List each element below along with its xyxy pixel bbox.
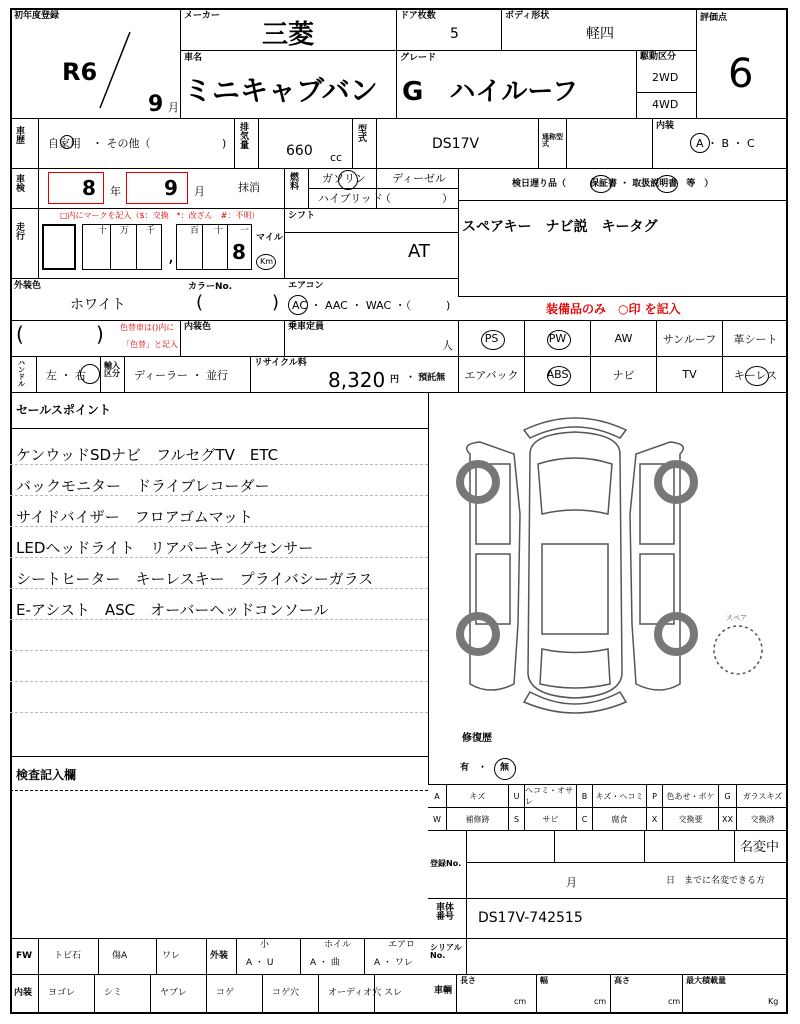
km-label: Km <box>260 257 274 266</box>
ext-group-values: A ・ U <box>246 958 274 968</box>
bottom-divider <box>262 974 263 1014</box>
dim-divider <box>682 974 683 1014</box>
ext-group-values: A ・ 曲 <box>310 958 340 968</box>
color-no-label: カラーNo. <box>188 282 233 292</box>
exterior-color-value: ホワイト <box>70 297 126 313</box>
inspection-year: 8 <box>82 176 96 200</box>
exterior-color-label: 外装色 <box>14 281 42 291</box>
inspection-year-unit: 年 <box>110 185 121 198</box>
equipment-label: ABS <box>546 368 569 381</box>
doors-label: ドア枚数 <box>400 11 436 21</box>
repair-yes: 有 <box>460 763 470 773</box>
shift-value: AT <box>408 241 430 262</box>
interior-a-circle <box>690 133 710 153</box>
legend-cell: B <box>576 784 592 807</box>
legend-cell: ヘコミ・オサレ <box>524 784 576 807</box>
recycle-label: リサイクル料 <box>254 358 307 368</box>
repair-label: 修復歴 <box>462 733 492 744</box>
recycle-value: 8,320 <box>328 368 386 392</box>
equipment-label: ナビ <box>612 368 635 382</box>
maker-value: 三菱 <box>262 20 315 50</box>
ac-circle <box>288 295 308 315</box>
bottom-divider <box>374 974 375 1014</box>
legend-cell: キズ <box>446 784 508 807</box>
legend-cell: A <box>428 784 446 807</box>
mileage-mark-box <box>42 224 76 270</box>
sales-rule <box>10 681 428 682</box>
sales-point-line: バックモニター ドライブレコーダー <box>16 477 270 495</box>
history-value: 自家用 ・ その他（ <box>48 137 151 150</box>
equipment-cell <box>458 356 524 392</box>
repair-dot: ・ <box>478 763 488 773</box>
drive-4wd: 4WD <box>652 98 679 111</box>
reg-slash <box>96 30 136 110</box>
equipment-label: PS <box>484 332 499 345</box>
digit-unit-6: 一 <box>240 226 250 236</box>
sales-point-line: E-アシスト ASC オーバーヘッドコンソール <box>16 601 329 619</box>
equipment-note: 装備品のみ ○印 を記入 <box>546 302 681 316</box>
wheel-right-rear <box>658 464 694 500</box>
equipment-mark-circle <box>547 366 571 386</box>
color-change-close: ) <box>96 322 104 346</box>
body-label: ボディ形状 <box>505 11 550 21</box>
bottom-divider <box>364 938 365 974</box>
equipment-label: 革シート <box>733 332 778 346</box>
equipment-label: エアバック <box>464 368 519 382</box>
sales-point-line: LEDヘッドライト リアパーキングセンサー <box>16 539 314 557</box>
interior-item: ヨゴレ <box>48 988 76 998</box>
ext-group-title: 小 <box>260 940 270 950</box>
ac-label: エアコン <box>288 281 324 291</box>
common-type-label: 通称型式 <box>542 133 563 148</box>
wheel-left-front <box>460 616 496 652</box>
equipment-mark-circle <box>481 330 505 350</box>
inspection-notes-label: 検査記入欄 <box>16 768 77 782</box>
vehicle-no-value: DS17V-742515 <box>478 910 583 926</box>
spare-tire <box>714 626 762 674</box>
recycle-deposit: ・ 預託無 <box>406 373 446 383</box>
interior-item: スレ <box>384 988 403 998</box>
ac-value: AC ・ AAC ・ WAC ・（ <box>292 299 412 312</box>
model-type-label: 型式 <box>358 125 368 144</box>
fuel-other-close: ） <box>442 192 453 205</box>
equipment-cell <box>656 320 722 356</box>
import-label: 輸入区分 <box>104 361 120 378</box>
sales-point-line: ケンウッドSDナビ フルセグTV ETC <box>16 446 279 464</box>
bottom-divider <box>300 938 301 974</box>
equipment-label: キーレス <box>733 368 778 382</box>
repair-no-circle <box>494 758 516 780</box>
inspection-month-box <box>126 172 188 204</box>
equipment-mark-circle <box>547 330 571 350</box>
fuel-diesel: ディーゼル <box>392 172 446 185</box>
interior-item: シミ <box>104 988 123 998</box>
bottom-divider <box>98 938 99 974</box>
maker-label: メーカー <box>184 11 220 21</box>
shift-label: シフト <box>288 211 316 221</box>
bottom-divider <box>236 938 237 974</box>
sales-rule <box>10 619 428 620</box>
grade-value: G ハイルーフ <box>402 77 579 107</box>
car-damage-diagram <box>430 394 786 784</box>
color-change-open: ( <box>16 322 24 346</box>
score-label: 評価点 <box>700 13 728 23</box>
bottom-divider <box>206 938 207 974</box>
bottom-divider <box>150 974 151 1014</box>
drive-label: 駆動区分 <box>640 52 677 62</box>
sales-rule <box>10 495 428 496</box>
model-type-value: DS17V <box>432 136 480 152</box>
dim-label: 高さ <box>614 976 630 985</box>
legend-cell: XX <box>718 807 736 830</box>
color-no-close: ) <box>272 292 280 313</box>
interior-item: コゲ <box>216 988 235 998</box>
bottom-divider <box>156 938 157 974</box>
wheel-left-rear <box>460 464 496 500</box>
name-change-label: 名変中 <box>740 840 780 855</box>
car-name-value: ミニキャブバン <box>184 74 378 107</box>
legend-cell: S <box>508 807 524 830</box>
legend-cell: W <box>428 807 446 830</box>
fw-item: 傷A <box>112 951 128 961</box>
legend-cell: 色あせ・ボケ <box>662 784 718 807</box>
sales-rule <box>10 650 428 651</box>
interior-color-label: 内装色 <box>184 322 212 332</box>
displacement-label: 排気量 <box>240 123 250 151</box>
history-close: ) <box>222 137 227 150</box>
recycle-unit: 円 <box>390 375 400 385</box>
equipment-label: PW <box>548 332 567 345</box>
reg-month: 9 <box>148 92 164 117</box>
legend-cell: キズ・ヘコミ <box>592 784 646 807</box>
digit-unit-3: 千 <box>146 226 156 236</box>
capacity-label: 乗車定員 <box>288 322 325 332</box>
legend-cell: 交換要 <box>662 807 718 830</box>
repair-no: 無 <box>500 763 510 773</box>
grade-label: グレード <box>400 53 437 63</box>
fuel-hybrid: ハイブリッド <box>318 192 383 205</box>
interior-grades: A ・ B ・ C <box>696 137 755 150</box>
bottom-divider <box>318 974 319 1014</box>
registration-label: 登録No. <box>430 859 462 868</box>
digit-unit-5: 十 <box>214 226 224 236</box>
legend-cell: ガラスキズ <box>736 784 788 807</box>
docs-label: 検日遅り品（ <box>512 179 567 189</box>
mileage-comma: , <box>168 246 174 267</box>
equipment-cell <box>590 320 656 356</box>
legend-cell: C <box>576 807 592 830</box>
dim-label: 幅 <box>540 976 548 985</box>
interior-item: オーディオ穴 <box>328 988 382 998</box>
manual-circle <box>656 175 678 193</box>
sales-rule <box>10 557 428 558</box>
drive-2wd: 2WD <box>652 71 679 84</box>
fw-item: トビ石 <box>54 951 82 961</box>
interior-item: コゲ穴 <box>272 988 300 998</box>
legend-cell: 補修跡 <box>446 807 508 830</box>
score-value: 6 <box>728 51 754 97</box>
handle-label: ハンドル <box>18 359 25 388</box>
dim-unit: Kg <box>768 997 779 1006</box>
fuel-label: 燃料 <box>290 173 300 192</box>
reg-month-unit-2: 月 <box>566 876 577 889</box>
equipment-cell <box>656 356 722 392</box>
inspection-cancel: 抹消 <box>238 181 260 194</box>
bottom-divider <box>94 974 95 1014</box>
digit-unit-2: 万 <box>120 226 130 236</box>
dimensions-label: 車輌 <box>434 986 453 996</box>
equipment-mark-circle <box>745 366 769 386</box>
equipment-cell <box>722 320 788 356</box>
history-label: 車歴 <box>16 127 26 146</box>
docs-items: 保証書 ・ 取扱説明書 等 ） <box>590 179 714 189</box>
sales-rule <box>10 464 428 465</box>
features-text: スペアキー ナビ説 キータグ <box>462 219 658 235</box>
capacity-unit: 人 <box>442 339 453 352</box>
handle-value: 左 ・ 右 <box>46 369 86 382</box>
vehicle-no-label: 車体番号 <box>436 903 455 922</box>
interior-grade-label: 内装 <box>656 121 675 131</box>
km-circle <box>256 254 276 270</box>
doors-value: 5 <box>450 26 459 42</box>
dim-label: 長さ <box>460 976 476 985</box>
dim-unit: cm <box>594 997 607 1006</box>
inspection-month-unit: 月 <box>194 185 205 198</box>
exterior-label: 外装 <box>210 951 229 961</box>
fuel-other-open: （ <box>380 192 391 205</box>
mile-label: マイル <box>256 233 283 243</box>
fw-item: ワレ <box>162 951 181 961</box>
legend-cell: X <box>646 807 662 830</box>
dim-divider <box>456 974 457 1014</box>
legend-cell: U <box>508 784 524 807</box>
ext-group-title: ホイル <box>324 940 352 950</box>
interior-item: ヤブレ <box>160 988 187 998</box>
legend-cell: 交換済 <box>736 807 788 830</box>
right-hand-circle <box>80 364 100 384</box>
dim-unit: cm <box>514 997 527 1006</box>
reg-month-unit: 月 <box>168 101 179 114</box>
dim-divider <box>610 974 611 1014</box>
inspection-month: 9 <box>164 176 178 200</box>
color-change-note-2: 「色替」と記入 <box>122 340 178 349</box>
ext-group-values: A ・ ワレ <box>374 958 413 968</box>
digit-unit-1: 十 <box>98 226 108 236</box>
warranty-circle <box>590 175 612 193</box>
mileage-label: 走行 <box>16 223 26 242</box>
sales-point-line: シートヒーター キーレスキー プライバシーガラス <box>16 570 374 588</box>
color-no-open: ( <box>196 292 204 313</box>
dim-label: 最大積載量 <box>686 976 726 985</box>
dim-divider <box>536 974 537 1014</box>
wheel-right-front <box>658 616 694 652</box>
legend-cell: G <box>718 784 736 807</box>
interior-label: 内装 <box>14 988 33 998</box>
ext-group-title: エアロ <box>388 940 416 950</box>
mileage-last-digit: 8 <box>232 240 246 264</box>
legend-cell: 腐食 <box>592 807 646 830</box>
legend-cell: P <box>646 784 662 807</box>
mileage-note: □内にマークを記入（$：交換 *：改ざん #：不明） <box>60 211 260 220</box>
displacement-value: 660 <box>286 143 313 159</box>
sales-rule <box>10 526 428 527</box>
reg-era: R6 <box>62 58 98 86</box>
serial-label: シリアルNo. <box>430 943 462 960</box>
equipment-label: AW <box>614 332 633 345</box>
displacement-unit: cc <box>330 151 343 164</box>
equipment-cell <box>458 320 524 356</box>
digit-unit-4: 百 <box>190 226 200 236</box>
inspection-label: 車検 <box>16 175 26 194</box>
legend-cell: サビ <box>524 807 576 830</box>
sales-rule <box>10 712 428 713</box>
reg-day-text: 日 までに名変できる方 <box>666 876 766 886</box>
sales-point-line: サイドバイザー フロアゴムマット <box>16 508 254 526</box>
first-reg-label: 初年度登録 <box>14 11 60 21</box>
sales-rule <box>10 588 428 589</box>
sales-label: セールスポイント <box>16 403 111 417</box>
fuel-gasoline: ガソリン <box>322 172 366 185</box>
import-value: ディーラー ・ 並行 <box>134 369 229 382</box>
ac-close: ) <box>446 299 451 312</box>
color-change-note-1: 色替車は()内に <box>120 323 175 332</box>
body-value: 軽四 <box>586 26 614 42</box>
equipment-cell <box>590 356 656 392</box>
equipment-label: TV <box>682 368 697 381</box>
bottom-divider <box>38 938 39 1014</box>
private-use-circle <box>60 135 74 149</box>
equipment-label: サンルーフ <box>662 332 717 346</box>
bottom-divider <box>206 974 207 1014</box>
spare-label: スペア <box>726 614 747 622</box>
fw-label: FW <box>16 951 33 961</box>
gasoline-circle <box>338 170 358 190</box>
equipment-cell <box>524 356 590 392</box>
equipment-cell <box>524 320 590 356</box>
equipment-cell <box>722 356 788 392</box>
dim-unit: cm <box>668 997 681 1006</box>
car-name-label: 車名 <box>184 53 203 63</box>
